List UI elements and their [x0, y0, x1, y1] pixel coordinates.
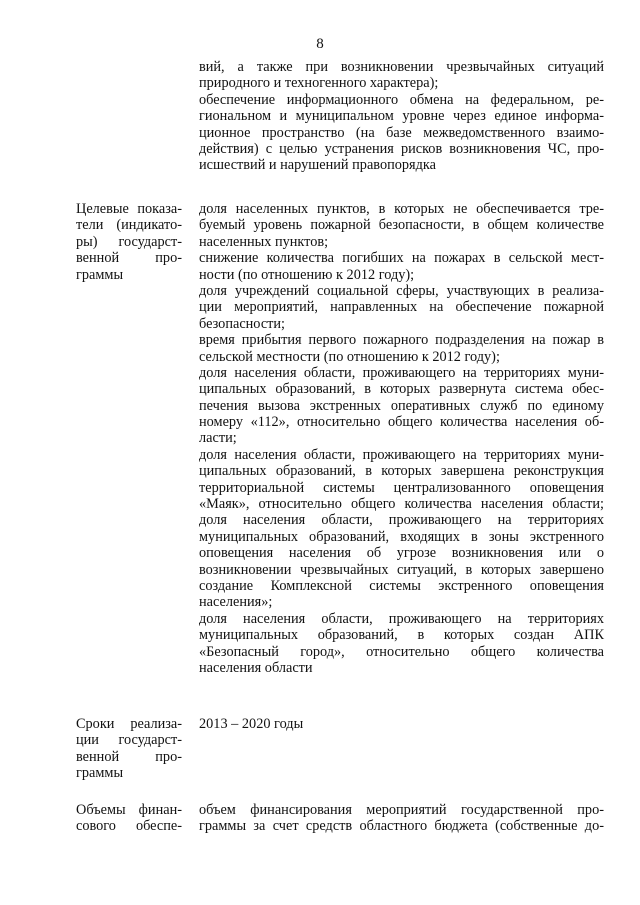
- text-line: доля населенных пунктов, в которых не обеспечивается тре-: [199, 201, 604, 217]
- text-line: безопасности;: [199, 315, 286, 332]
- text-line: вий, а также при возникновении чрезвычайных ситуаций: [199, 59, 604, 75]
- text-line: доля населения области, проживающего на территориях: [199, 610, 604, 627]
- label-line: сового обеспе-: [76, 818, 182, 835]
- section-content: [199, 201, 604, 676]
- label-line: венной про-: [76, 250, 182, 267]
- section-label: [76, 716, 182, 782]
- text-line: ционное пространство (на базе межведомственного взаимо-: [199, 124, 604, 141]
- text-line: территориальной системы централизованного оповещения: [199, 479, 604, 496]
- text-line: ципальных образований, в которых завершена реконструкция: [199, 463, 604, 480]
- text-line: ности (по отношению к 2012 году);: [199, 266, 415, 283]
- text-line: снижение количества погибших на пожарах в сельской мест-: [199, 250, 604, 267]
- text-line: доля населения области, проживающего на территориях муни-: [199, 446, 604, 463]
- text-line: муниципальных образований, в которых создан АПК: [199, 627, 604, 644]
- page-number: 8: [316, 36, 324, 52]
- text-line: населения области: [199, 659, 313, 676]
- label-line: Сроки реализа-: [76, 716, 182, 732]
- label-line: граммы: [76, 765, 124, 782]
- text-line: время прибытия первого пожарного подразделения на пожар в: [199, 332, 604, 349]
- label-line: ры) государст-: [76, 233, 182, 250]
- section-label: [76, 201, 182, 283]
- text-line: исшествий и нарушений правопорядка: [199, 157, 436, 174]
- text-line: объем финансирования мероприятий государственной про-: [199, 802, 604, 818]
- text-line: ции мероприятий, направленных на обеспечение пожарной: [199, 299, 604, 316]
- label-line: Целевые показа-: [76, 201, 182, 217]
- text-line: ципальных образований, в которых развернута система обес-: [199, 381, 604, 398]
- text-line: обеспечение информационного обмена на федеральном, ре-: [199, 91, 604, 108]
- text-line: «Безопасный город», относительно общего количества: [199, 643, 604, 660]
- label-line: граммы: [76, 266, 124, 283]
- text-line: природного и техногенного характера);: [199, 75, 439, 92]
- text-line: сельской местности (по отношению к 2012 году);: [199, 348, 500, 365]
- text-line: печения вызова экстренных оперативных служб по единому: [199, 397, 604, 414]
- text-line: действия) с целью устранения рисков возникновения ЧС, про-: [199, 140, 604, 157]
- text-line: «Маяк», относительно общего количества населения области;: [199, 496, 604, 513]
- label-line: тели (индикато-: [76, 217, 182, 234]
- section-content: [199, 802, 604, 835]
- text-line: гиональном и муниципальном уровне через единое информа-: [199, 108, 604, 125]
- label-line: ции государст-: [76, 732, 182, 749]
- text-line: населенных пунктов;: [199, 233, 329, 250]
- text-line: доля населения области, проживающего на территориях: [199, 512, 604, 529]
- section-content: [199, 716, 604, 732]
- text-line: оповещения населения об угрозе возникновения или о: [199, 545, 604, 562]
- text-line: доля учреждений социальной сферы, участвующих в реализа-: [199, 282, 604, 299]
- intro-text: [199, 59, 604, 174]
- text-line: создание Комплексной системы экстренного оповещения: [199, 577, 604, 594]
- text-line: буемый уровень пожарной безопасности, в общем количестве: [199, 217, 604, 234]
- text-line: номеру «112», относительно общего количества населения об-: [199, 414, 604, 431]
- text-line: возникновении чрезвычайных ситуаций, в которых завершено: [199, 561, 604, 578]
- text-line: муниципальных образований, входящих в зоны экстренного: [199, 528, 604, 545]
- section-label: [76, 802, 182, 835]
- label-line: венной про-: [76, 748, 182, 765]
- text-line: ласти;: [199, 430, 237, 447]
- text-line: населения»;: [199, 594, 273, 611]
- text-line: граммы за счет средств областного бюджета (собственные до-: [199, 818, 604, 835]
- text-line: доля населения области, проживающего на территориях муни-: [199, 364, 604, 381]
- label-line: Объемы финан-: [76, 802, 182, 818]
- text-line: 2013 – 2020 годы: [199, 716, 304, 732]
